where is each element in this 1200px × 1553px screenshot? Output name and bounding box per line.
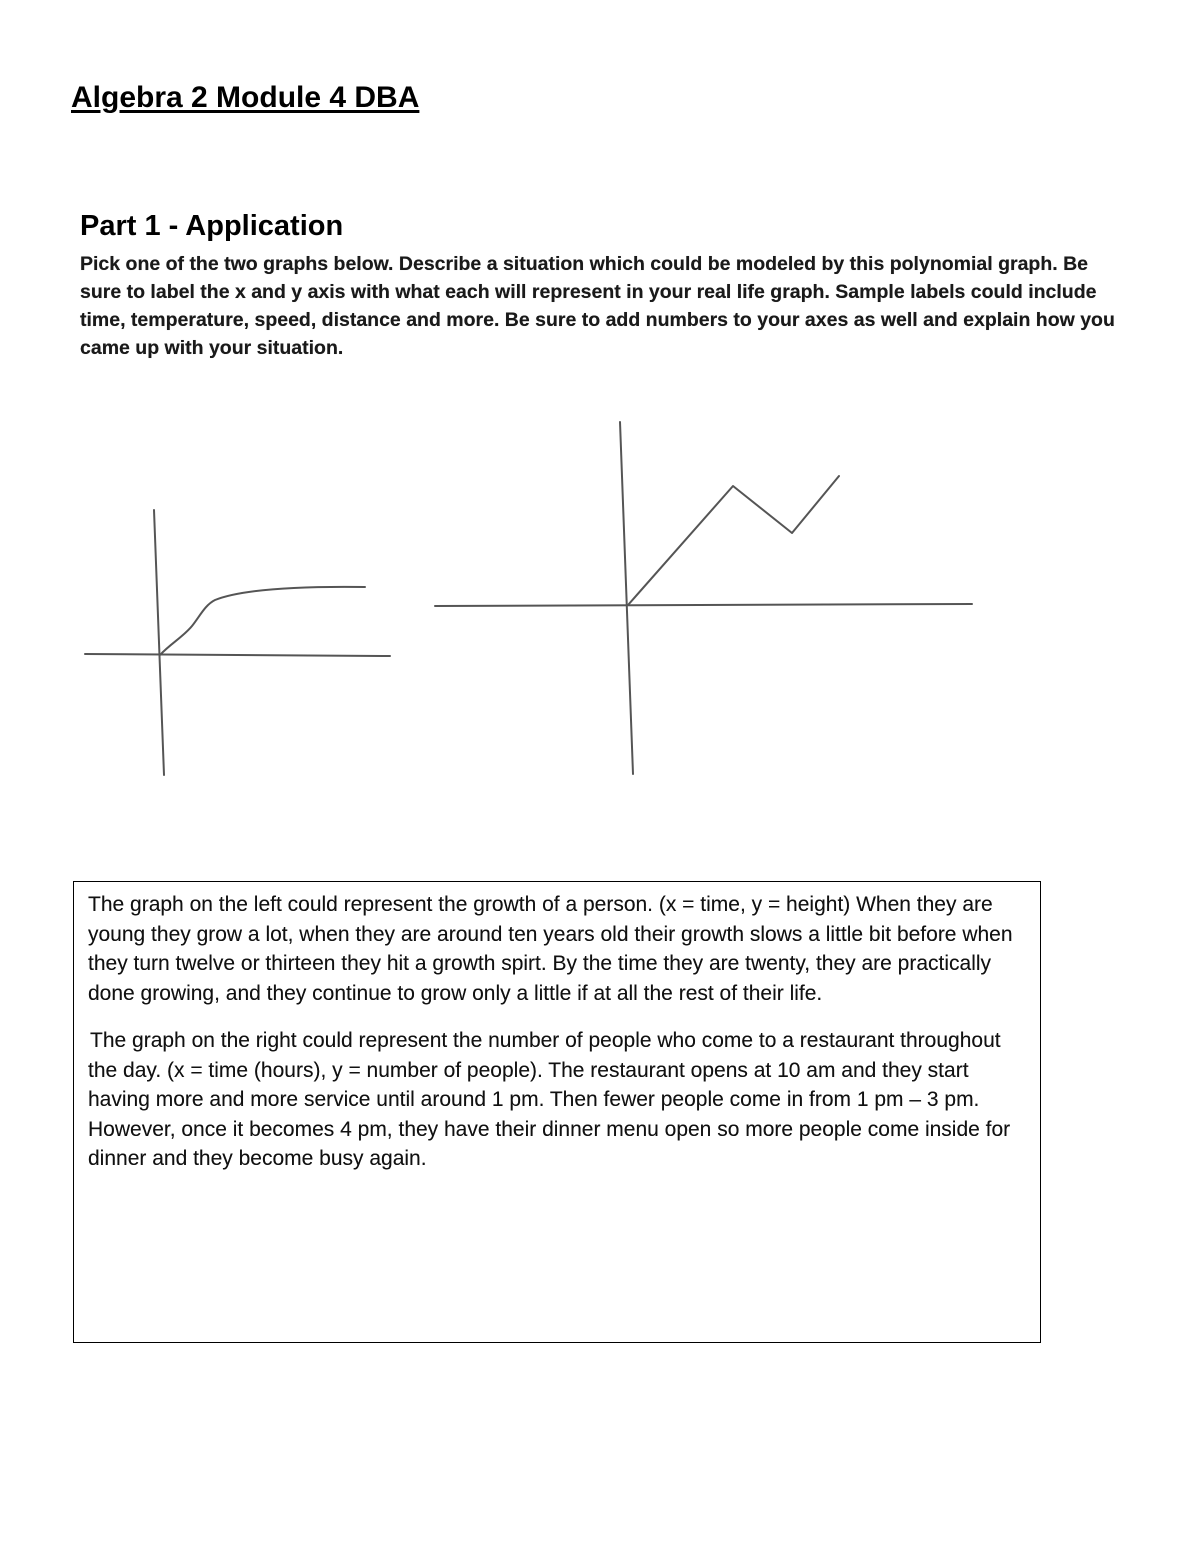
right-graph-y-axis: [620, 422, 633, 774]
left-graph-y-axis: [154, 510, 164, 775]
document-title: Algebra 2 Module 4 DBA: [71, 81, 420, 114]
left-graph-x-axis: [85, 654, 390, 656]
part1-heading: Part 1 - Application: [80, 210, 344, 242]
right-graph: [435, 422, 972, 774]
left-graph: [85, 510, 390, 775]
answer-box[interactable]: [73, 881, 1041, 1343]
answer-paragraph-right-graph: The graph on the right could represent the number of people who come to a restaurant throughout the day. (x = time (hours), y = number of people). The restaurant opens at 10 am and they start having more and more service until around 1 pm. Then fewer people come in from 1 pm – 3 pm. However, once it becomes 4 pm, they have their dinner menu open so more people come inside for dinner and they become busy again.: [88, 1029, 1011, 1170]
graphs-area: [0, 400, 1200, 800]
part1-instructions: Pick one of the two graphs below. Describe a situation which could be modeled by this polynomial graph. Be sure to label the x and y axis with what each will represent in your real life graph. Sample labels could include time, temperature, speed, distance and more. Be sure to add numbers to your axes as well and explain how you came up with your situation.: [80, 253, 1115, 359]
answer-paragraph-left-graph: The graph on the left could represent the growth of a person. (x = time, y = height) When they are young they grow a lot, when they are around ten years old their growth slows a little bit before when they turn twelve or thirteen they hit a growth spirt. By the time they are twenty, they are practically done growing, and they continue to grow only a little if at all the rest of their life.: [88, 893, 1013, 1005]
left-graph-curve: [160, 587, 365, 655]
right-graph-x-axis: [435, 604, 972, 606]
right-graph-line: [628, 476, 839, 605]
